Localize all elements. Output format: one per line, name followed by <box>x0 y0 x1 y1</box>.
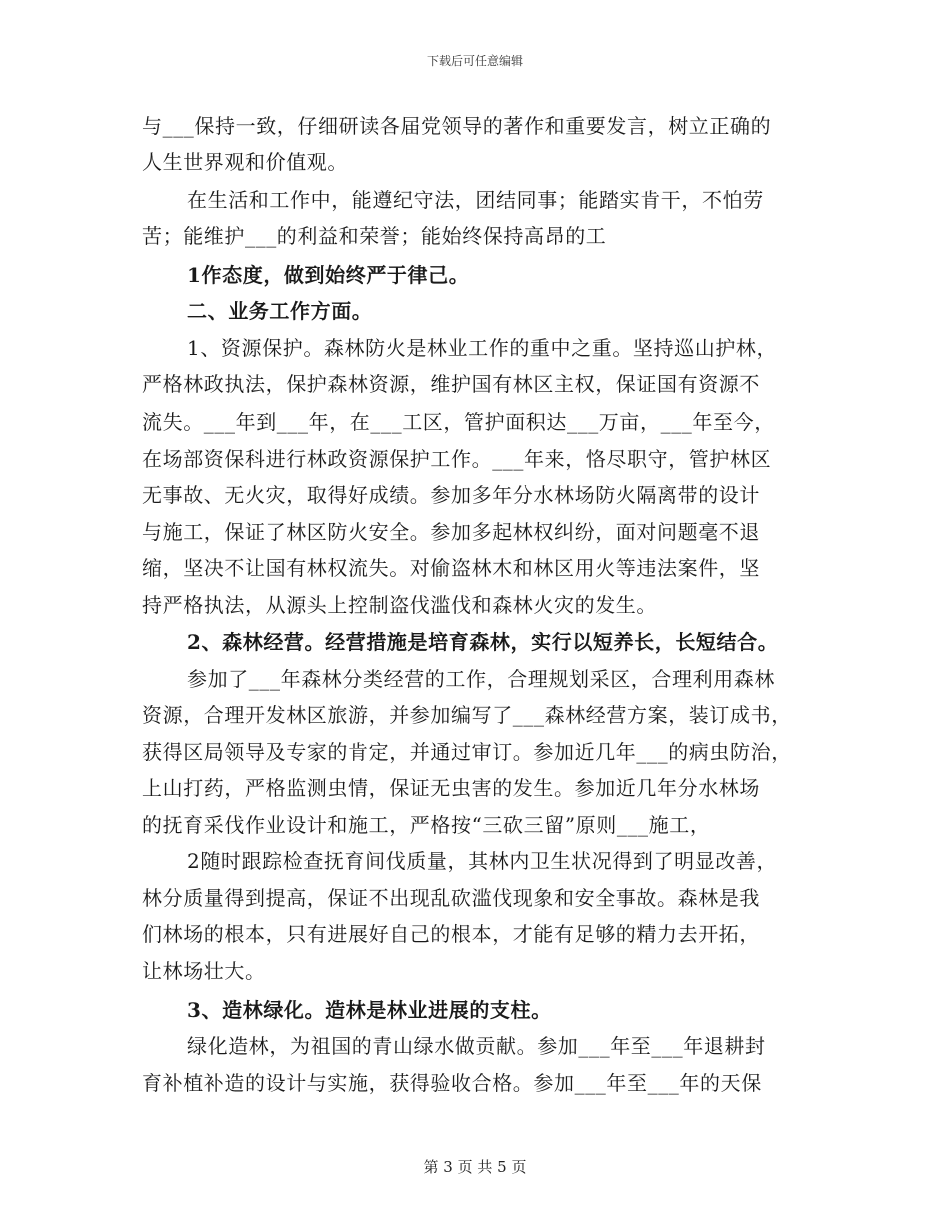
page-header: 下载后可任意编辑 <box>426 54 523 68</box>
text-line: 在场部资保科进行林政资源保护工作。___年来，恪尽职守，管护林区 <box>142 447 772 471</box>
text-line: 让林场壮大。 <box>142 959 266 983</box>
text-line: 二、业务工作方面。 <box>187 299 373 323</box>
text-line: 们林场的根本，只有进展好自己的根本，才能有足够的精力去开拓， <box>142 922 760 946</box>
text-line: 林分质量得到提高，保证不出现乱砍滥伐现象和安全事故。森林是我 <box>142 886 760 910</box>
text-line: 缩，坚决不让国有林权流失。对偷盗林木和林区用火等违法案件，坚 <box>142 556 760 580</box>
text-line: 与___保持一致，仔细研读各届党领导的著作和重要发言，树立正确的 <box>142 114 772 138</box>
text-line: 资源，合理开发林区旅游，并参加编写了___森林经营方案，装订成书， <box>142 703 792 727</box>
text-line: 参加了___年森林分类经营的工作，合理规划采区，合理利用森林 <box>187 667 775 691</box>
text-line: 苦；能维护___的利益和荣誉；能始终保持高昂的工 <box>142 224 607 248</box>
text-line: 获得区局领导及专家的肯定，并通过审订。参加近几年___的病虫防治， <box>142 740 792 764</box>
text-line: 在生活和工作中，能遵纪守法，团结同事；能踏实肯干，不怕劳 <box>187 188 764 212</box>
text-line: 流失。___年到___年，在___工区，管护面积达___万亩，___年至今， <box>142 410 775 434</box>
text-line: 3、造林绿化。造林是林业进展的支柱。 <box>187 998 552 1022</box>
text-line: 绿化造林，为祖国的青山绿水做贡献。参加___年至___年退耕封 <box>187 1034 766 1058</box>
page-footer: 第 3 页 共 5 页 <box>423 1158 527 1176</box>
text-line: 上山打药，严格监测虫情，保证无虫害的发生。参加近几年分水林场 <box>142 776 760 800</box>
text-line: 1作态度，做到始终严于律己。 <box>187 263 470 287</box>
text-line: 2随时跟踪检查抚育间伐质量，其林内卫生状况得到了明显改善， <box>187 849 778 873</box>
text-line: 无事故、无火灾，取得好成绩。参加多年分水林场防火隔离带的设计 <box>142 483 760 507</box>
text-line: 育补植补造的设计与实施，获得验收合格。参加___年至___年的天保 <box>142 1071 762 1095</box>
text-line: 人生世界观和价值观。 <box>142 150 348 174</box>
text-line: 持严格执法，从源头上控制盗伐滥伐和森林火灾的发生。 <box>142 593 657 617</box>
text-line: 严格林政执法，保护森林资源，维护国有林区主权，保证国有资源不 <box>142 372 760 396</box>
text-line: 2、森林经营。经营措施是培育森林，实行以短养长，长短结合。 <box>187 630 779 654</box>
text-line: 的抚育采伐作业设计和施工，严格按“三砍三留”原则___施工， <box>142 813 711 837</box>
text-line: 1、资源保护。森林防火是林业工作的重中之重。坚持巡山护林， <box>187 336 778 360</box>
text-line: 与施工，保证了林区防火安全。参加多起林权纠纷，面对问题毫不退 <box>142 520 760 544</box>
